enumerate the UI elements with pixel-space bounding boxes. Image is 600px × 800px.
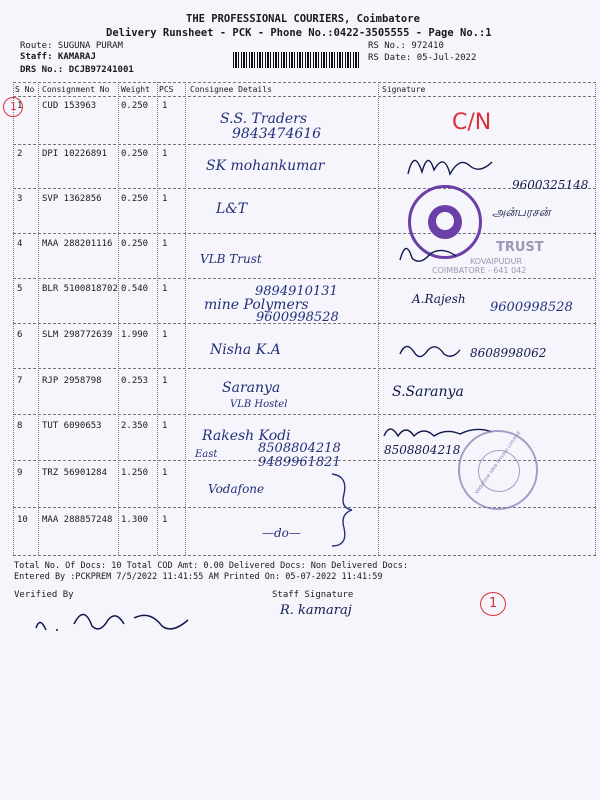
- vodafone-company-seal: [458, 430, 538, 510]
- table-border: [118, 82, 119, 555]
- table-header-border: [13, 96, 596, 97]
- table-border: [157, 82, 158, 555]
- cell-weight: 1.250: [121, 468, 149, 478]
- row-divider: [13, 144, 596, 145]
- cell-pcs: 1: [162, 284, 168, 294]
- cell-sno: 7: [17, 376, 23, 386]
- signature-scribble: [396, 336, 466, 366]
- cell-consignment: MAA 288201116: [42, 239, 113, 249]
- trust-stamp-text: TRUST: [496, 240, 544, 255]
- trust-stamp-text: KOVAIPUDUR: [470, 257, 523, 266]
- cell-sno: 10: [17, 515, 28, 525]
- cell-pcs: 1: [162, 468, 168, 478]
- brace-mark: [328, 470, 358, 550]
- totals-line: Total No. Of Docs: 10 Total COD Amt: 0.00 Delivered Docs: Non Delivered Docs:: [14, 561, 409, 571]
- cell-sno: 6: [17, 330, 23, 340]
- cell-consignment: RJP 2958798: [42, 376, 102, 386]
- cell-sno: 1: [17, 101, 23, 111]
- signature-scribble: [396, 236, 476, 270]
- cell-pcs: 1: [162, 421, 168, 431]
- cell-weight: 0.253: [121, 376, 149, 386]
- verified-signature: [30, 600, 200, 644]
- consignee-name: Saranya: [222, 380, 281, 396]
- cell-weight: 1.990: [121, 330, 149, 340]
- table-border: [13, 82, 14, 555]
- cell-sno: 3: [17, 194, 23, 204]
- consignee-name: Vodafone: [208, 482, 265, 496]
- cell-consignment: SLM 298772639: [42, 330, 113, 340]
- cell-pcs: 1: [162, 101, 168, 111]
- column-header-consignee: Consignee Details: [190, 85, 272, 94]
- barcode: [233, 52, 361, 68]
- cell-pcs: 1: [162, 194, 168, 204]
- consignee-name: L&T: [216, 201, 248, 217]
- row-divider: [13, 233, 596, 234]
- consignee-name: SK mohankumar: [206, 158, 325, 174]
- cell-consignment: DPI 10226891: [42, 149, 108, 159]
- company-title: THE PROFESSIONAL COURIERS, Coimbatore: [186, 13, 420, 25]
- signature-phone: 9600325148: [512, 178, 589, 192]
- cell-pcs: 1: [162, 330, 168, 340]
- column-header-pcs: PCS: [159, 85, 174, 94]
- cell-sno: 2: [17, 149, 23, 159]
- signature-phone: 9600998528: [490, 300, 573, 315]
- consignee-phone: 9843474616: [232, 126, 322, 142]
- row-divider: [13, 368, 596, 369]
- circled-number: 1: [10, 100, 17, 113]
- consignee-ditto: —do—: [262, 526, 301, 540]
- cell-consignment: CUD 153963: [42, 101, 97, 111]
- cell-pcs: 1: [162, 376, 168, 386]
- consignee-phone: 9489961821: [258, 455, 341, 470]
- drs-number: DRS No.: DCJB97241001: [20, 65, 134, 75]
- consignee-phone: 8508804218: [258, 441, 341, 456]
- row-divider: [13, 188, 596, 189]
- route-label: Route: SUGUNA PURAM: [20, 41, 123, 51]
- cell-weight: 0.250: [121, 101, 149, 111]
- cell-pcs: 1: [162, 515, 168, 525]
- cell-sno: 4: [17, 239, 23, 249]
- cell-consignment: SVP 1362856: [42, 194, 102, 204]
- consignee-phone: 9894910131: [255, 284, 338, 299]
- column-header-consignment: Consignment No: [42, 85, 110, 94]
- staff-signature-name: R. kamaraj: [280, 603, 352, 618]
- signature-tamil: அன்பரசன்: [492, 205, 551, 219]
- cell-consignment: TRZ 56901284: [42, 468, 108, 478]
- staff-signature-label: Staff Signature: [272, 590, 354, 600]
- cell-weight: 1.300: [121, 515, 149, 525]
- consignee-name: mine Polymers: [204, 297, 309, 313]
- table-top-border: [13, 82, 596, 83]
- signature-phone: 8508804218: [384, 443, 461, 457]
- rs-date: RS Date: 05-Jul-2022: [368, 53, 477, 63]
- cell-consignment: TUT 6090653: [42, 421, 102, 431]
- entered-by-line: Entered By :PCKPREM 7/5/2022 11:41:55 AM Printed On: 05-07-2022 11:41:59: [14, 572, 383, 582]
- staff-label: Staff: KAMARAJ: [20, 52, 96, 62]
- cell-pcs: 1: [162, 149, 168, 159]
- cell-weight: 0.250: [121, 194, 149, 204]
- table-bottom-border: [13, 555, 596, 556]
- cell-pcs: 1: [162, 239, 168, 249]
- runsheet-subtitle: Delivery Runsheet - PCK - Phone No.:0422-3505555 - Page No.:1: [106, 27, 492, 39]
- cell-sno: 9: [17, 468, 23, 478]
- cell-consignment: BLR 5100818702: [42, 284, 118, 294]
- cell-weight: 0.540: [121, 284, 149, 294]
- cell-consignment: MAA 288857248: [42, 515, 113, 525]
- column-header-weight: Weight: [121, 85, 150, 94]
- consignee-phone: 9600998528: [256, 310, 339, 325]
- trust-stamp-text: COIMBATORE - 641 042: [432, 266, 527, 275]
- consignee-name: VLB Trust: [200, 252, 262, 266]
- table-border: [378, 82, 379, 555]
- row-divider: [13, 278, 596, 279]
- cell-sno: 8: [17, 421, 23, 431]
- cell-weight: 0.250: [121, 149, 149, 159]
- column-header-signature: Signature: [382, 85, 426, 94]
- cell-sno: 5: [17, 284, 23, 294]
- cn-mark: C/N: [452, 110, 492, 135]
- column-header-sno: S No: [15, 85, 35, 94]
- rs-number: RS No.: 972410: [368, 41, 444, 51]
- consignee-note: East: [195, 449, 218, 460]
- verified-by-label: Verified By: [14, 590, 74, 600]
- table-border: [38, 82, 39, 555]
- consignee-name: Rakesh Kodi: [202, 428, 291, 444]
- table-border: [595, 82, 596, 555]
- table-border: [185, 82, 186, 555]
- signature-name: S.Saranya: [392, 384, 464, 400]
- signature-phone: 8608998062: [470, 346, 547, 360]
- consignee-address: VLB Hostel: [230, 399, 288, 410]
- cell-weight: 2.350: [121, 421, 149, 431]
- consignee-name: S.S. Traders: [220, 111, 308, 127]
- row-divider: [13, 414, 596, 415]
- signature-name: A.Rajesh: [412, 292, 466, 306]
- signature-scribble: [400, 144, 500, 184]
- vodafone-seal-text: Vodafone Idea Private Limited: [474, 430, 522, 496]
- cell-weight: 0.250: [121, 239, 149, 249]
- consignee-name: Nisha K.A: [210, 342, 281, 358]
- circled-number: 1: [489, 596, 498, 611]
